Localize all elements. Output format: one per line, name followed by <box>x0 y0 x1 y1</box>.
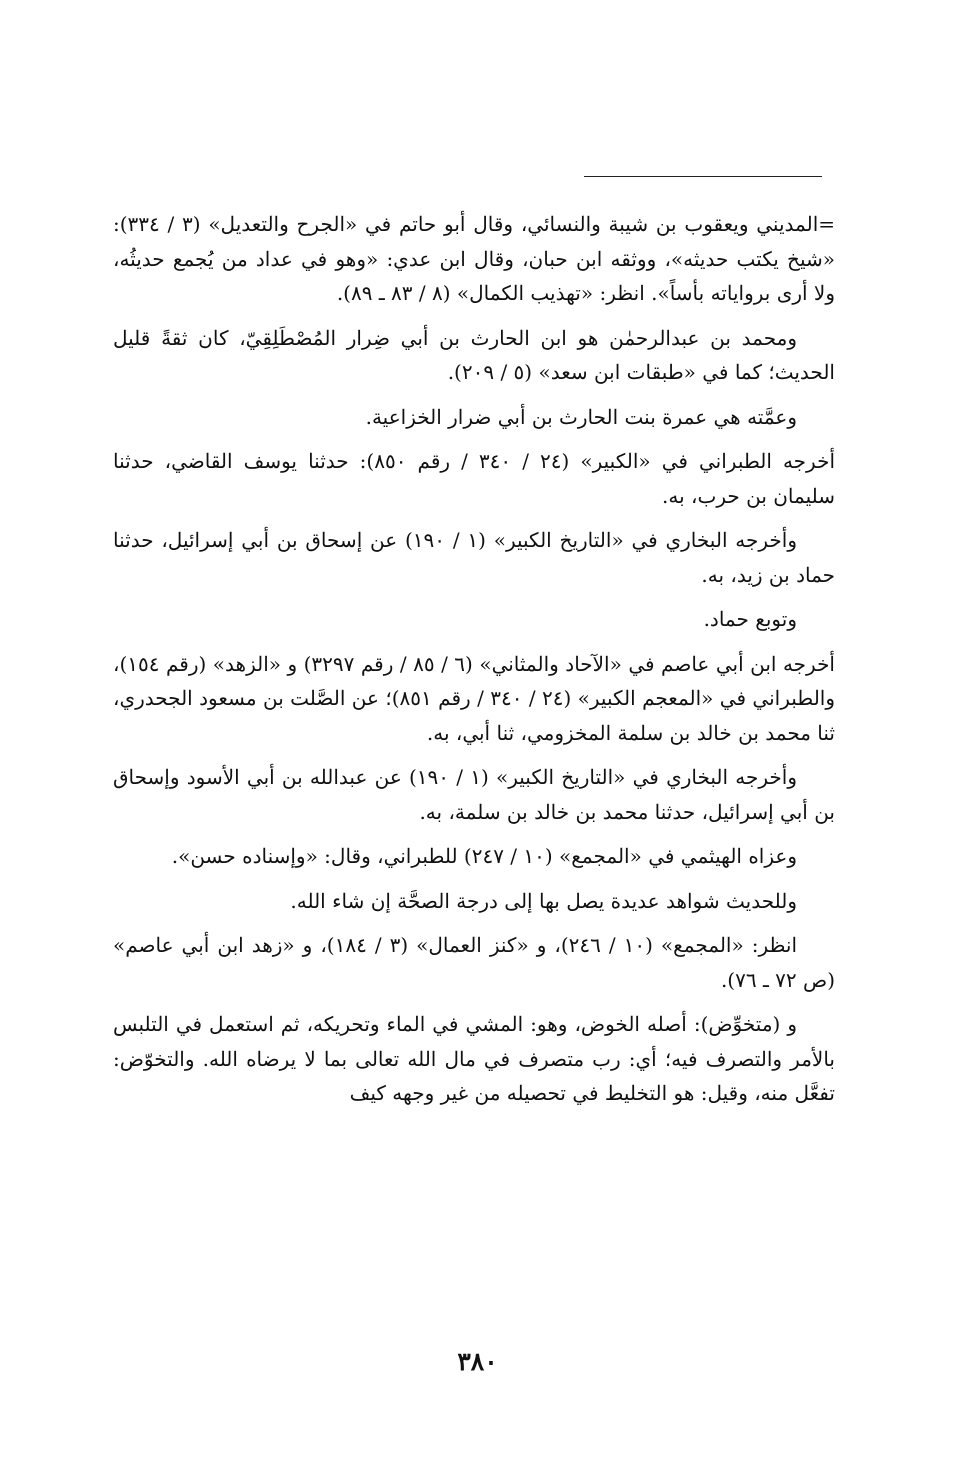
paragraph-3: وعمَّته هي عمرة بنت الحارث بن أبي ضرار الخزاعية. <box>365 404 797 429</box>
paragraph-8: وأخرجه البخاري في «التاريخ الكبير» (١ / ١٩٠) عن عبدالله بن أبي الأسود وإسحاق بن أبي إسرائيل، حدثنا محمد بن خالد بن سلمة، به. <box>113 765 835 824</box>
paragraph-12: و (متخوِّض): أصله الخوض، وهو: المشي في الماء وتحريكه، ثم استعمل في التلبس بالأمر والتصرف فيه؛ أي: رب متصرف في مال الله تعالى بما لا يرضاه الله. والتخوّض: تفعَّل منه، وقيل: هو التخليط في تحصيله من غير وجهه كيف <box>113 1012 835 1105</box>
page-number: ٣٨٠ <box>457 1347 498 1376</box>
paragraph-5: وأخرجه البخاري في «التاريخ الكبير» (١ / ١٩٠) عن إسحاق بن أبي إسرائيل، حدثنا حماد بن زيد، به. <box>113 528 835 587</box>
paragraph-10: وللحديث شواهد عديدة يصل بها إلى درجة الصحَّة إن شاء الله. <box>290 888 797 913</box>
paragraph-6: وتوبع حماد. <box>703 607 797 631</box>
paragraph-9: وعزاه الهيثمي في «المجمع» (١٠ / ٢٤٧) للطبراني، وقال: «وإسناده حسن». <box>171 844 797 868</box>
paragraph-1: =المديني ويعقوب بن شيبة والنسائي، وقال أبو حاتم في «الجرح والتعديل» (٣ / ٣٣٤): «شيخ يكتب حديثه»، ووثقه ابن حبان، وقال ابن عدي: «وهو في عداد من يُجمع حديثُه، ولا أرى برواياته بأساً». انظر: «تهذيب الكمال» (٨ / ٨٣ ـ ٨٩). <box>113 212 836 305</box>
paragraph-11: انظر: «المجمع» (١٠ / ٢٤٦)، و «كنز العمال» (٣ / ١٨٤)، و «زهد ابن أبي عاصم» (ص ٧٢ ـ ٧٦). <box>113 933 835 992</box>
footnote-separator <box>584 176 822 177</box>
paragraph-7: أخرجه ابن أبي عاصم في «الآحاد والمثاني» (٦ / ٨٥ / رقم ٣٢٩٧) و «الزهد» (رقم ١٥٤)، والطبراني في «المعجم الكبير» (٢٤ / ٣٤٠ / رقم ٨٥١)؛ عن الصَّلت بن مسعود الجحدري، ثنا محمد بن خالد بن سلمة المخزومي، ثنا أبي، به. <box>113 651 835 745</box>
footnote-text <box>113 207 835 1121</box>
paragraph-4: أخرجه الطبراني في «الكبير» (٢٤ / ٣٤٠ / رقم ٨٥٠): حدثنا يوسف القاضي، حدثنا سليمان بن حرب، به. <box>113 449 836 508</box>
paragraph-2: ومحمد بن عبدالرحمٰن هو ابن الحارث بن أبي ضِرار المُصْطَلِقِيّ، كان ثقةً قليل الحديث؛ كما في «طبقات ابن سعد» (٥ / ٢٠٩). <box>113 325 835 384</box>
